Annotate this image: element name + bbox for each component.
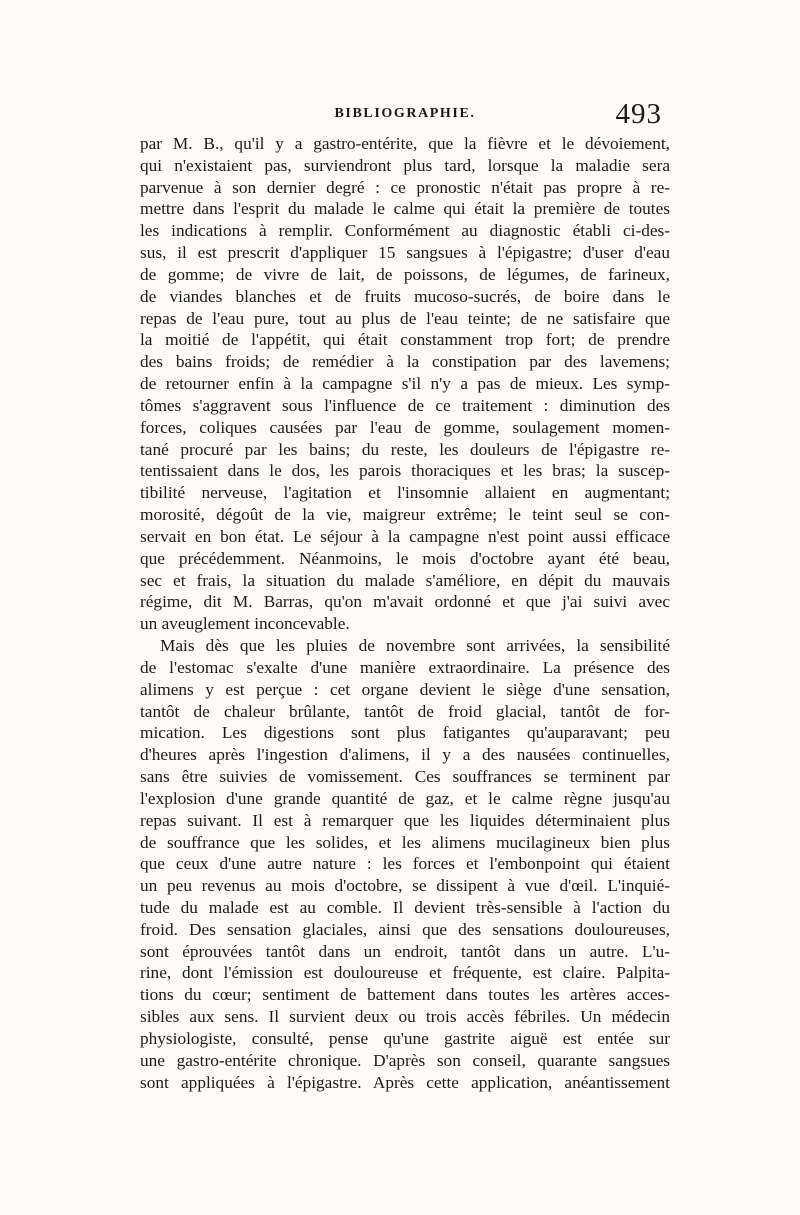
page-number: 493 (615, 98, 662, 130)
text-line: tibilité nerveuse, l'agitation et l'insomnie allaient en augmentant; (140, 483, 670, 503)
text-line: tané procuré par les bains; du reste, les douleurs de l'épigastre re- (140, 439, 670, 459)
text-line: régime, dit M. Barras, qu'on m'avait ordonné et que j'ai suivi avec (140, 592, 670, 612)
text-line: tude du malade est au comble. Il devient très-sensible à l'action du (140, 897, 670, 917)
text-line: un peu revenus au mois d'octobre, se dissipent à vue d'œil. L'inquié- (140, 876, 670, 896)
text-line: mication. Les digestions sont plus fatigantes qu'auparavant; peu (140, 723, 670, 743)
text-line: que précédemment. Néanmoins, le mois d'octobre ayant été beau, (140, 548, 670, 568)
text-line: froid. Des sensation glaciales, ainsi que des sensations douloureuses, (140, 919, 670, 939)
text-line: de l'estomac s'exalte d'une manière extraordinaire. La présence des (140, 657, 670, 677)
text-body (140, 133, 670, 1093)
text-line: tômes s'aggravent sous l'influence de ce traitement : diminution des (140, 395, 670, 415)
paragraph-start-line: Mais dès que les pluies de novembre sont arrivées, la sensibilité (160, 636, 670, 656)
text-line: repas de l'eau pure, tout au plus de l'eau teinte; de ne satisfaire que (140, 308, 670, 328)
paragraph-end-line: un aveuglement inconcevable. (140, 614, 350, 634)
text-line: rine, dont l'émission est douloureuse et fréquente, est claire. Palpita- (140, 963, 670, 983)
text-line: servait en bon état. Le séjour à la campagne n'est point aussi efficace (140, 526, 670, 546)
running-head (140, 98, 670, 134)
text-line: sans être suivies de vomissement. Ces souffrances se terminent par (140, 767, 670, 787)
text-line: forces, coliques causées par l'eau de gomme, soulagement momen- (140, 417, 670, 437)
text-line: physiologiste, consulté, pense qu'une gastrite aiguë est entée sur (140, 1028, 670, 1048)
text-line: de gomme; de vivre de lait, de poissons, de légumes, de farineux, (140, 264, 670, 284)
text-line: sus, il est prescrit d'appliquer 15 sangsues à l'épigastre; d'user d'eau (140, 243, 670, 263)
text-line: alimens y est perçue : cet organe devient le siège d'une sensation, (140, 679, 670, 699)
running-title: BIBLIOGRAPHIE. (334, 106, 476, 121)
text-line: par M. B., qu'il y a gastro-entérite, que la fièvre et le dévoiement, (140, 134, 670, 153)
text-line: sont appliquées à l'épigastre. Après cette application, anéantissement (140, 1072, 670, 1092)
text-line: l'explosion d'une grande quantité de gaz, et le calme règne jusqu'au (140, 788, 670, 808)
text-line: repas suivant. Il est à remarquer que les liquides déterminaient plus (140, 810, 670, 830)
text-line: les indications à remplir. Conformément au diagnostic établi ci-des- (140, 221, 670, 241)
text-line: que ceux d'une autre nature : les forces et l'embonpoint qui étaient (140, 854, 670, 874)
text-line: sont éprouvées tantôt dans un endroit, tantôt dans un autre. L'u- (140, 941, 670, 961)
text-line: parvenue à son dernier degré : ce pronostic n'était pas propre à re- (140, 177, 670, 197)
text-line: tions du cœur; sentiment de battement dans toutes les artères acces- (140, 985, 670, 1005)
text-line: de viandes blanches et de fruits mucoso-sucrés, de boire dans le (140, 286, 670, 306)
text-line: la moitié de l'appétit, qui était constamment trop fort; de prendre (140, 330, 670, 350)
text-line: qui n'existaient pas, surviendront plus tard, lorsque la maladie sera (140, 155, 670, 175)
text-line: mettre dans l'esprit du malade le calme qui était la première de toutes (140, 199, 670, 219)
text-line: tantôt de chaleur brûlante, tantôt de froid glacial, tantôt de for- (140, 701, 670, 721)
text-line: tentissaient dans le dos, les parois thoraciques et les bras; la suscep- (140, 461, 670, 481)
text-line: sibles aux sens. Il survient deux ou trois accès fébriles. Un médecin (140, 1007, 670, 1027)
text-line: de souffrance que les solides, et les alimens mucilagineux bien plus (140, 832, 670, 852)
text-line: d'heures après l'ingestion d'alimens, il y a des nausées continuelles, (140, 745, 670, 765)
text-line: des bains froids; de remédier à la constipation par des lavemens; (140, 352, 670, 372)
text-line: sec et frais, la situation du malade s'améliore, en dépit du mauvais (140, 570, 670, 590)
text-line: de retourner enfin à la campagne s'il n'y a pas de mieux. Les symp- (140, 374, 670, 394)
text-line: morosité, dégoût de la vie, maigreur extrême; le teint seul se con- (140, 505, 670, 525)
text-line: une gastro-entérite chronique. D'après son conseil, quarante sangsues (140, 1050, 670, 1070)
